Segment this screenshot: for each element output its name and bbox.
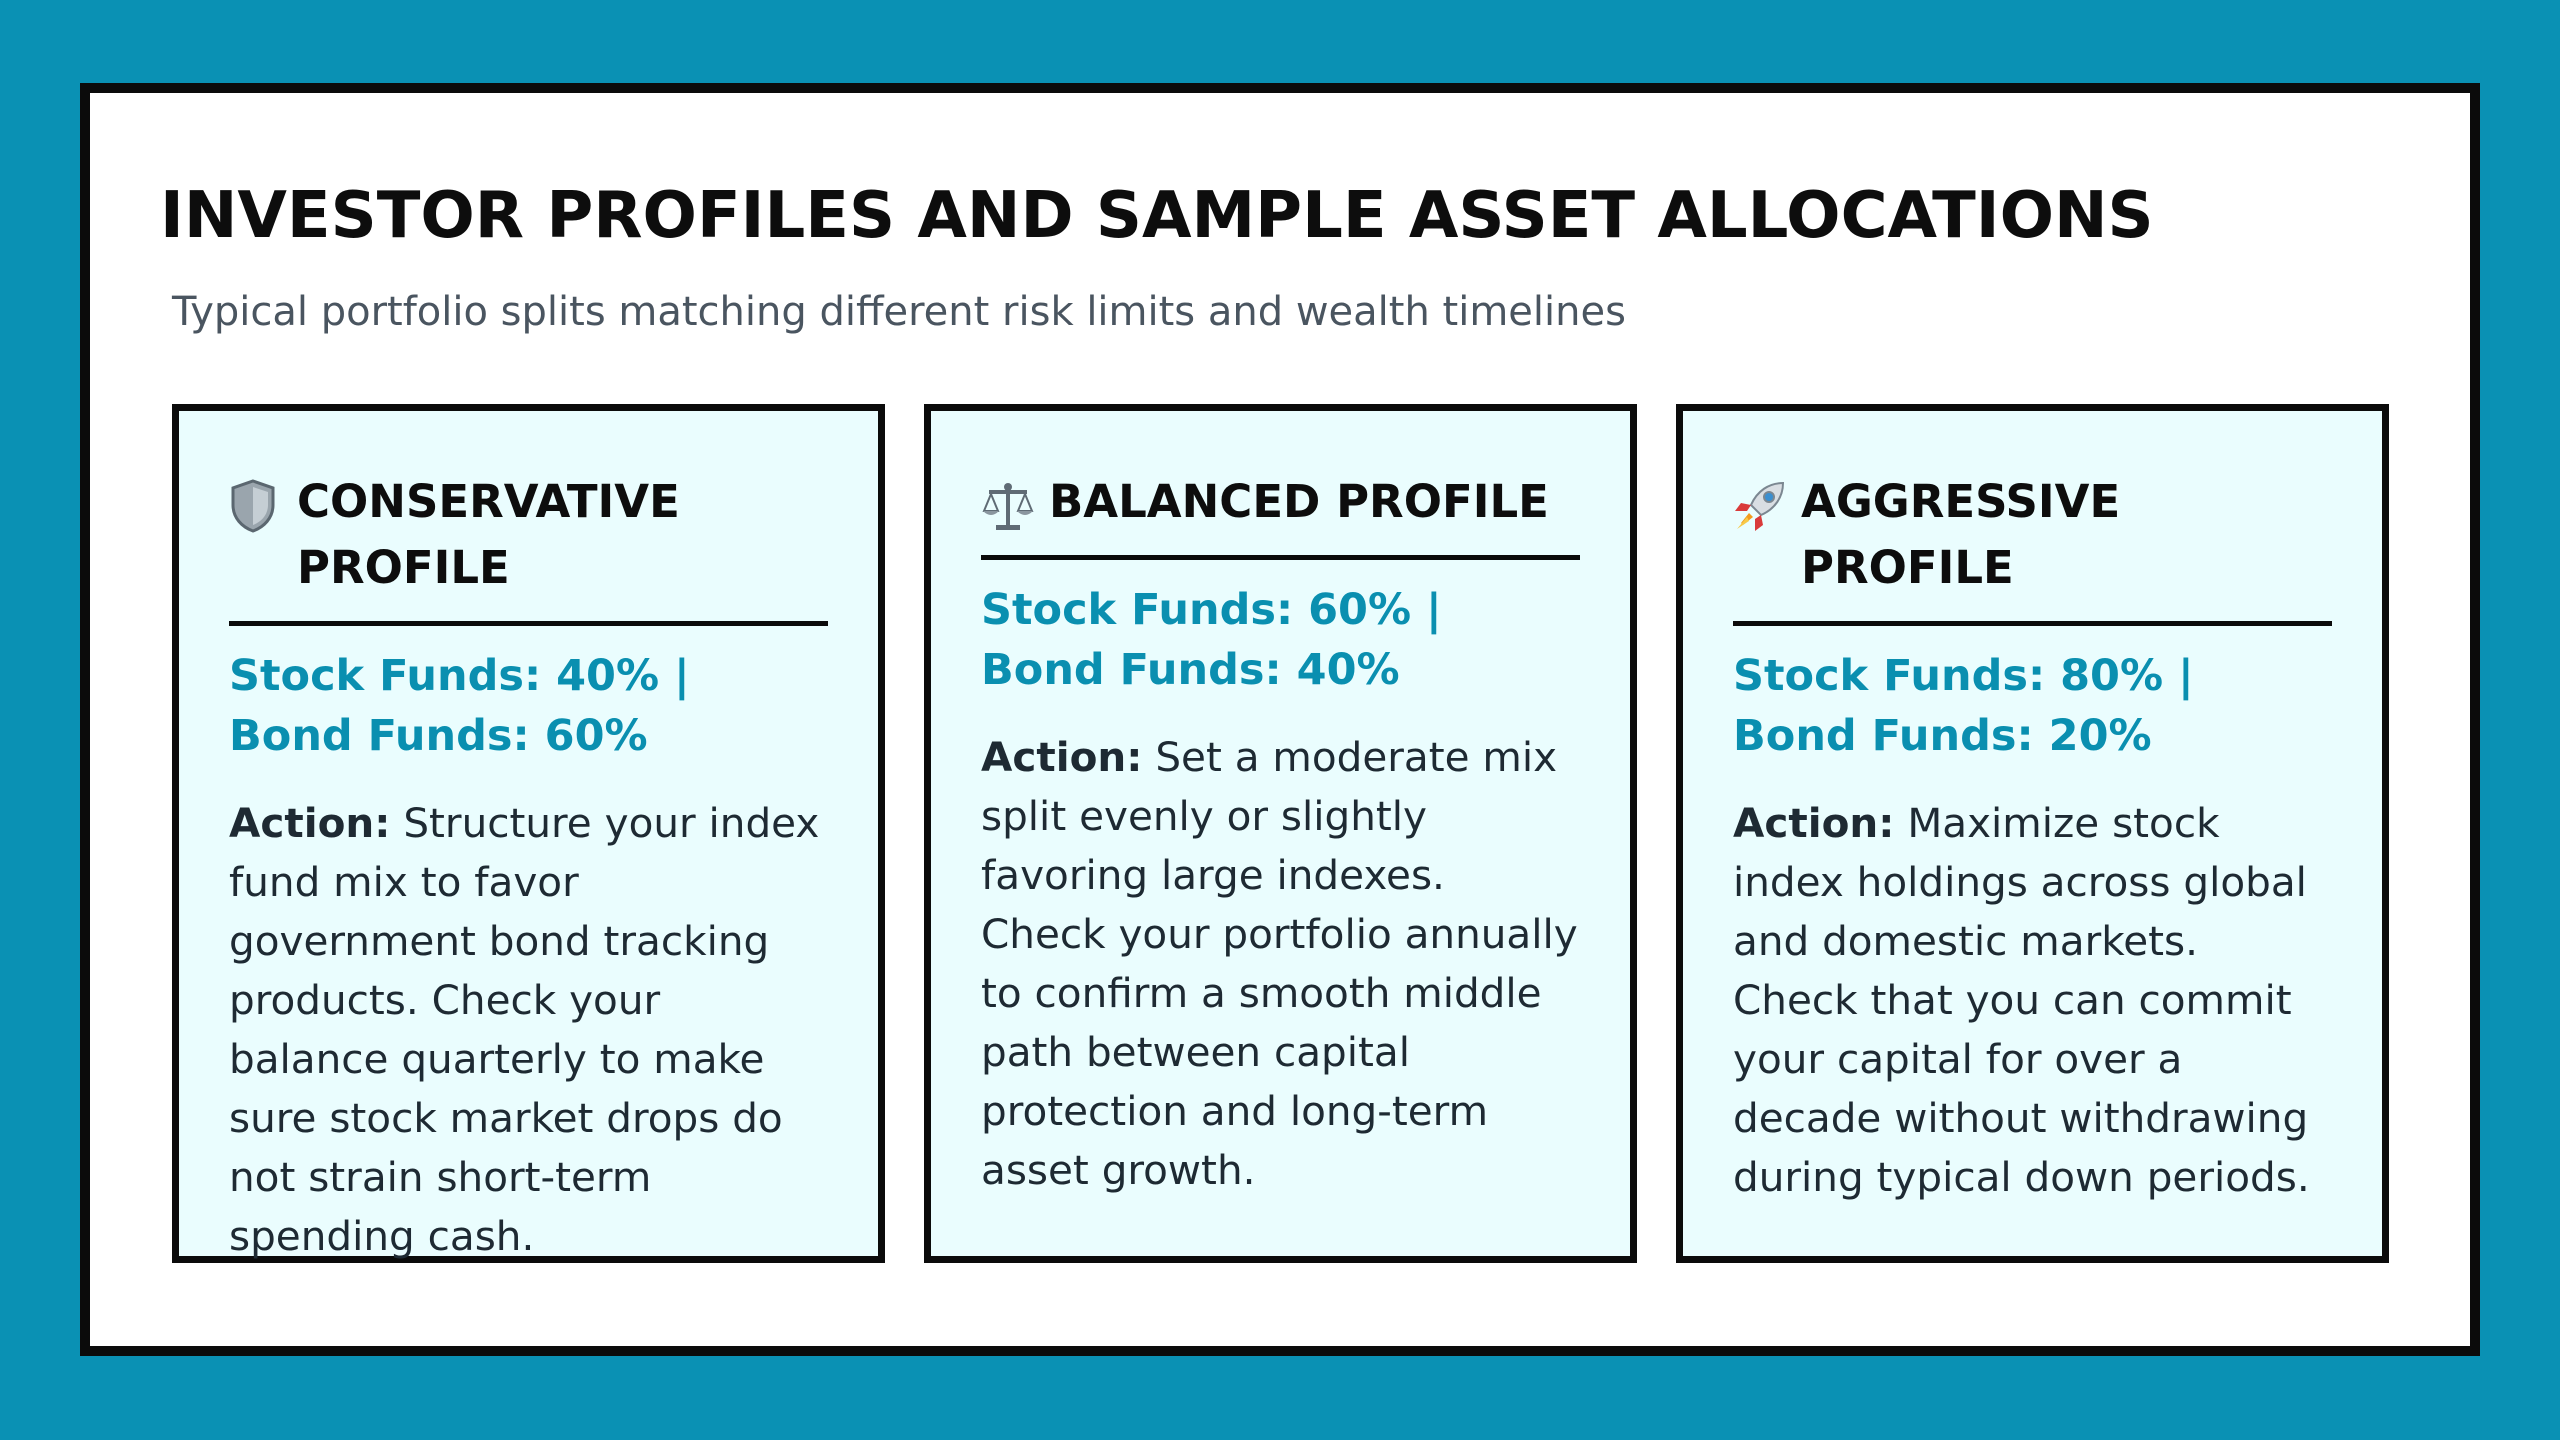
action-label: Action: [229,799,391,847]
allocation-text: Stock Funds: 60% | Bond Funds: 40% [981,585,1442,695]
action-text: Maximize stock index holdings across global and domestic markets. Check that you can commit your capital for over a decade without withdrawing during typical down periods. [1733,799,2310,1201]
action-label: Action: [981,733,1143,781]
card-heading [229,469,828,626]
card-title: AGGRESSIVE PROFILE [1801,475,2121,594]
action-text: Set a moderate mix split evenly or slightly favoring large indexes. Check your portfolio annually to confirm a smooth middle path between capital protection and long-term asset growth. [981,733,1578,1194]
page-subtitle: Typical portfolio splits matching different risk limits and wealth timelines [172,289,1626,335]
action-text: Structure your index fund mix to favor government bond tracking products. Check your balance quarterly to make sure stock market drops do not strain short-term spending cash. [229,799,820,1260]
card-heading [1733,469,2332,626]
allocation-text: Stock Funds: 80% | Bond Funds: 20% [1733,651,2194,761]
action-description [981,728,1580,1200]
rocket-icon [1733,469,1789,535]
card-title: BALANCED PROFILE [1049,475,1549,528]
balance-scale-icon [981,469,1037,535]
card-heading [981,469,1580,560]
allocation-text: Stock Funds: 40% | Bond Funds: 60% [229,651,690,761]
action-description [1733,794,2332,1207]
action-description [229,794,828,1266]
card-title: CONSERVATIVE PROFILE [297,475,680,594]
profile-card-conservative [172,404,885,1263]
profile-card-aggressive [1676,404,2389,1263]
action-label: Action: [1733,799,1895,847]
shield-icon [229,469,285,535]
profile-card-balanced [924,404,1637,1263]
page-title: INVESTOR PROFILES AND SAMPLE ASSET ALLOCATIONS [160,179,2154,253]
